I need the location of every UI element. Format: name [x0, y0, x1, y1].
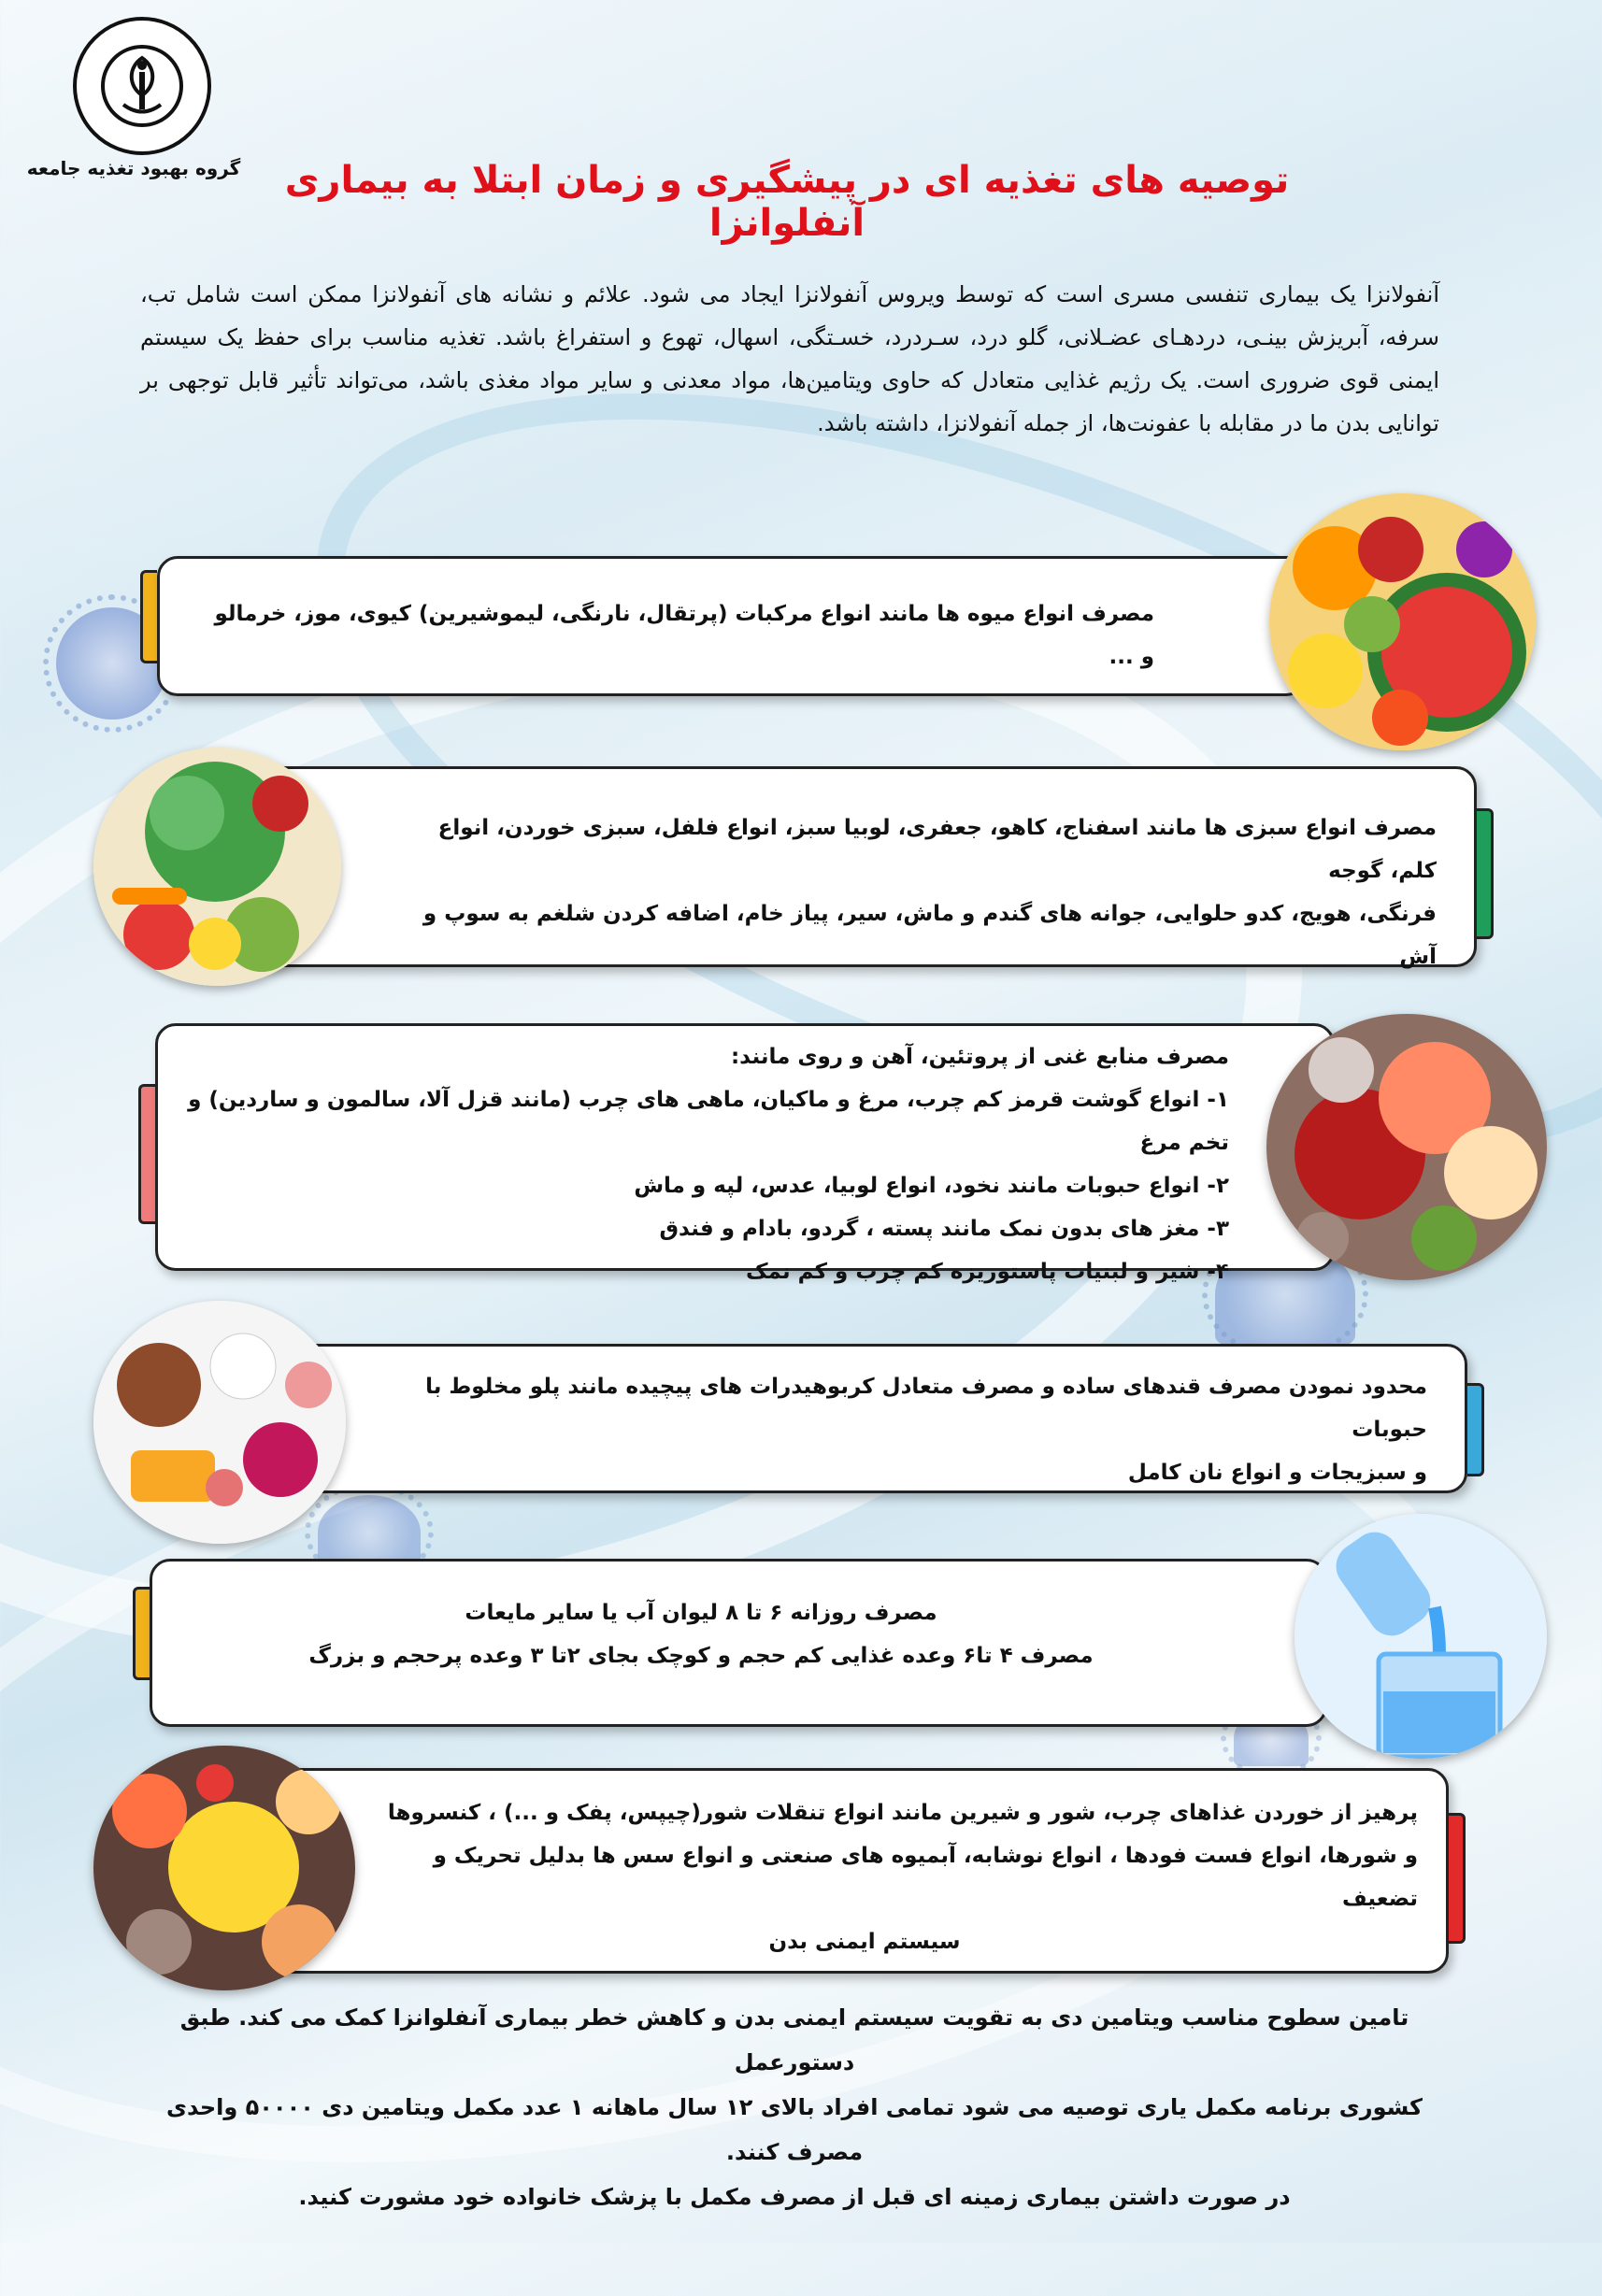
water-image — [1294, 1514, 1547, 1759]
card-tab — [140, 570, 157, 663]
protein-image — [1266, 1014, 1547, 1280]
sweets-image — [93, 1301, 346, 1544]
card-text: و سبزیجات و انواع نان کامل — [1127, 1461, 1427, 1485]
intro-paragraph: آنفولانزا یک بیماری تنفسی مسری است که توسط ویروس آنفولانزا ایجاد می شود. علائم و نشانه های آنفولانزا ممکن است شامل تب، سرفه، آبریزش بینـی، دردهـای عضـلانی، گلو درد، سـردرد، خسـتگی، اسهال، تهوع و استفراغ باشد. تغذیه مناسب برای حفظ یک سیستم ایمنی قوی ضروری است. یک رژیم غذایی متعادل که حاوی ویتامین‌ها، مواد معدنی و سایر مواد مغذی باشد، می‌تواند تأثیر قابل توجهی بر توانایی بدن ما در مقابله با عفونت‌ها، از جمله آنفولانزا، داشته باشد. — [140, 281, 1439, 436]
card-tab — [1449, 1813, 1466, 1944]
card-text: و شورها، انواع فست فودها ، انواع نوشابه، آبمیوه های صنعتی و انواع سس ها بدلیل تحریک و تضعیف — [433, 1844, 1418, 1911]
card-text: سیستم ایمنی بدن — [768, 1930, 961, 1954]
card-text: محدود نمودن مصرف قندهای ساده و مصرف متعادل کربوهیدرات های پیچیده مانند پلو مخلوط با حبوبات — [425, 1375, 1427, 1442]
group-label: گروه بهبود تغذیه جامعه — [26, 157, 241, 179]
vitamin-d-note — [131, 1995, 1458, 2219]
card-text: مصرف انواع سبزی ها مانند اسفناج، کاهو، جعفری، لوبیا سبز، انواع فلفل، سبزی خوردن، انواع کلم، گوجه — [437, 816, 1437, 883]
card-protein — [155, 1023, 1335, 1284]
fruits-image — [1269, 493, 1536, 750]
card-text: مصرف منابع غنی از پروتئین، آهن و روی مانند: — [730, 1045, 1229, 1069]
card-tab — [1467, 1383, 1484, 1476]
card-text: ۱- انواع گوشت قرمز کم چرب، مرغ و ماکیان، ماهی های چرب (مانند قزل آلا، سالمون و ساردین) و تخم مرغ — [188, 1088, 1229, 1155]
card-text: مصرف روزانه ۶ تا ۸ لیوان آب یا سایر مایعات — [465, 1601, 937, 1625]
vegetables-image — [93, 748, 341, 986]
card-text: مصرف انواع میوه ها مانند انواع مرکبات (پرتقال، نارنگی، لیموشیرین) کیوی، موز، خرمالو و ... — [214, 602, 1154, 669]
card-fluids — [150, 1559, 1327, 1727]
card-text: ۳- مغز های بدون نمک مانند پسته ، گردو، بادام و فندق — [659, 1217, 1229, 1241]
card-avoid-snacks — [271, 1768, 1449, 1974]
footer-line: در صورت داشتن بیماری زمینه ای قبل از مصرف مکمل با پزشک خانواده خود مشورت کنید. — [298, 2184, 1291, 2210]
footer-line: تامین سطوح مناسب ویتامین دی به تقویت سیستم ایمنی بدن و کاهش خطر بیماری آنفلوانزا کمک می کند. طبق دستورعمل — [179, 2004, 1409, 2075]
snacks-image — [93, 1746, 355, 1990]
card-fruits — [157, 556, 1307, 696]
card-vegetables — [252, 766, 1477, 967]
page-title: توصیه های تغذیه ای در پیشگیری و زمان ابتلا به بیماری آنفلوانزا — [284, 159, 1290, 245]
footer-line: کشوری برنامه مکمل یاری توصیه می شود تمامی افراد بالای ۱۲ سال ماهانه ۱ عدد مکمل ویتامین دی ۵۰۰۰۰ واحدی مصرف کنند. — [165, 2094, 1423, 2165]
card-tab — [138, 1084, 155, 1224]
card-text: ۲- انواع حبوبات مانند نخود، انواع لوبیا، عدس، لپه و ماش — [634, 1174, 1229, 1198]
card-text: پرهیز از خوردن غذاهای چرب، شور و شیرین مانند انواع تنقلات شور(چیپس، پفک و ...) ، کنسروها — [387, 1801, 1418, 1825]
card-tab — [1477, 808, 1494, 939]
university-logo — [73, 17, 211, 155]
card-text: فرنگی، هویج، کدو حلوایی، جوانه های گندم و ماش، سیر، پیاز خام، اضافه کردن شلغم به سوپ و آش — [422, 902, 1437, 969]
card-text: ۴- شیر و لبنیات پاستوریزه کم چرب و کم نمک — [745, 1260, 1229, 1284]
card-carbohydrates — [271, 1344, 1467, 1493]
card-text: مصرف ۴ تا۶ وعده غذایی کم حجم و کوچک بجای ۲تا ۳ وعده پرحجم و بزرگ — [308, 1644, 1094, 1668]
card-tab — [133, 1587, 150, 1680]
